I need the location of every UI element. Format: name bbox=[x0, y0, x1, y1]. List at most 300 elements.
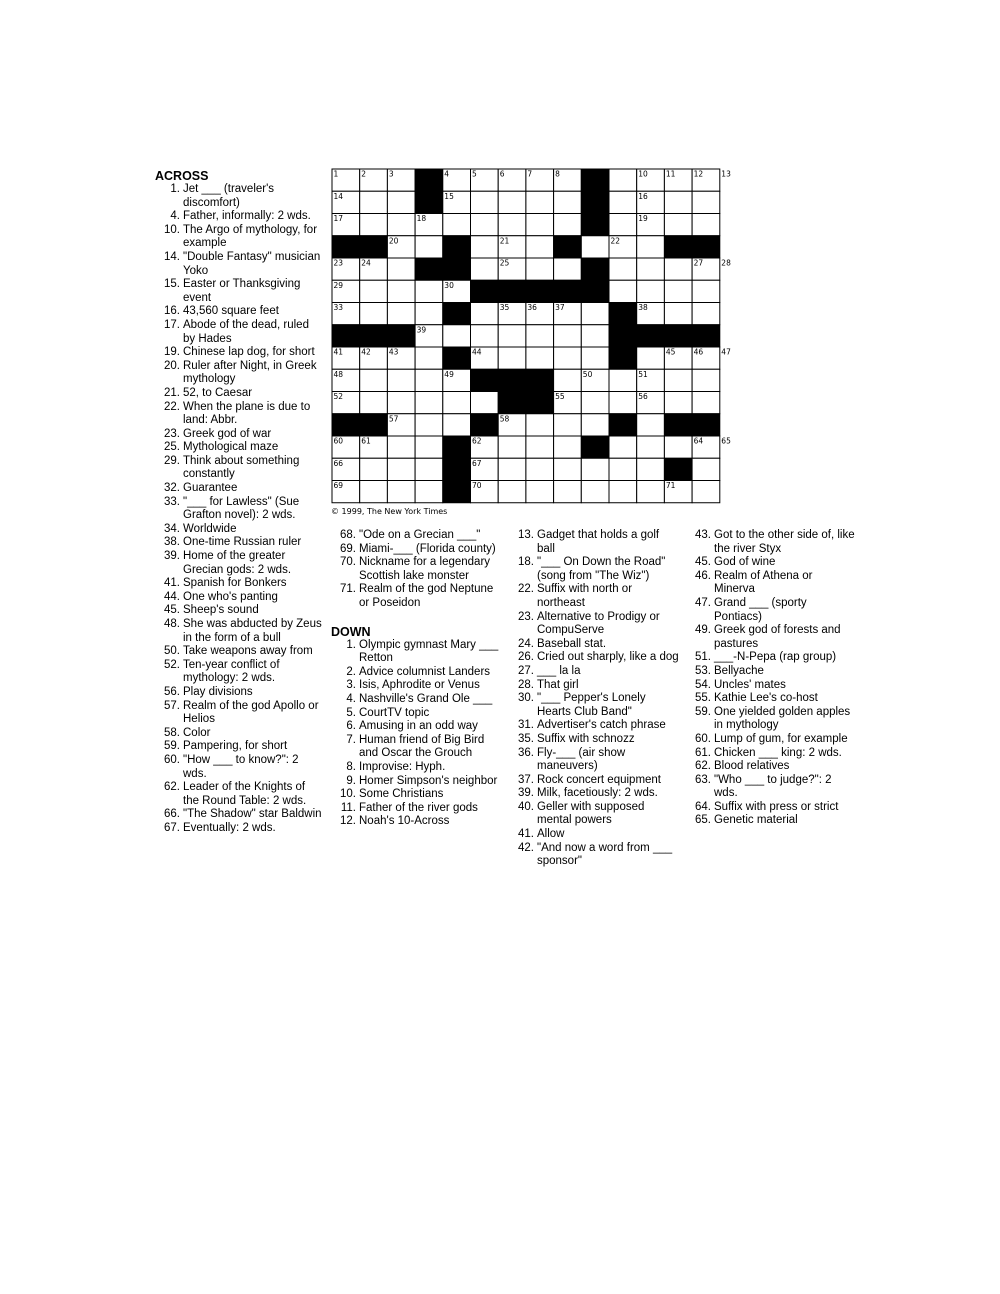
grid-cell[interactable] bbox=[360, 458, 388, 480]
clue-text: Advice columnist Landers bbox=[359, 665, 491, 678]
across-clue bbox=[155, 428, 323, 442]
grid-cell[interactable] bbox=[692, 369, 720, 391]
cell-number: 20 bbox=[388, 236, 399, 246]
cell-number: 66 bbox=[333, 458, 344, 468]
down-clue bbox=[331, 693, 501, 707]
grid-cell[interactable] bbox=[471, 214, 499, 236]
cell-number: 55 bbox=[555, 392, 565, 401]
cell-number: 52 bbox=[333, 392, 344, 401]
grid-block bbox=[443, 258, 471, 280]
down-clue bbox=[686, 570, 856, 597]
cell-number: 34 bbox=[444, 303, 454, 312]
grid-cell[interactable] bbox=[692, 191, 720, 213]
clue-text: Color bbox=[183, 726, 211, 739]
grid-cell[interactable] bbox=[443, 325, 471, 347]
grid-block bbox=[471, 414, 499, 436]
grid-block bbox=[526, 280, 554, 302]
grid-cell[interactable] bbox=[554, 325, 582, 347]
across-clue bbox=[155, 305, 323, 319]
cell-number: 40 bbox=[610, 325, 621, 335]
grid-cell[interactable] bbox=[554, 458, 582, 480]
cell-number: 6 bbox=[499, 169, 505, 179]
clue-text: Realm of Athena or Minerva bbox=[714, 569, 813, 596]
grid-cell[interactable] bbox=[664, 436, 692, 458]
clue-text: Homer Simpson's neighbor bbox=[359, 774, 498, 787]
across-clue bbox=[331, 556, 501, 583]
clue-text: God of wine bbox=[714, 556, 776, 569]
grid-cell[interactable] bbox=[415, 303, 443, 325]
grid-cell[interactable] bbox=[692, 392, 720, 414]
down-clue bbox=[509, 747, 679, 774]
down-clue bbox=[686, 760, 856, 774]
clue-number: 20. bbox=[164, 359, 180, 372]
clue-text: Ten-year conflict of mythology: 2 wds. bbox=[183, 658, 280, 685]
clue-number: 21. bbox=[164, 386, 180, 399]
clue-number: 39. bbox=[518, 787, 534, 800]
clue-text: "The Shadow" star Baldwin bbox=[183, 808, 322, 821]
grid-cell[interactable] bbox=[664, 191, 692, 213]
grid-cell[interactable] bbox=[609, 214, 637, 236]
grid-block bbox=[471, 369, 499, 391]
down-clue bbox=[509, 842, 679, 869]
grid-block bbox=[609, 303, 637, 325]
cell-number: 41 bbox=[333, 347, 344, 357]
cell-number: 70 bbox=[472, 481, 482, 490]
clue-number: 5. bbox=[346, 706, 356, 719]
clue-number: 6. bbox=[346, 720, 356, 733]
clue-text: 52, to Caesar bbox=[183, 386, 253, 399]
clue-number: 47. bbox=[695, 596, 711, 609]
grid-cell[interactable] bbox=[387, 458, 415, 480]
across-clue bbox=[155, 346, 323, 360]
grid-block bbox=[360, 414, 388, 436]
grid-block bbox=[664, 325, 692, 347]
grid-cell[interactable] bbox=[637, 458, 665, 480]
grid-cell[interactable] bbox=[498, 214, 526, 236]
clue-number: 53. bbox=[695, 664, 711, 677]
grid-cell[interactable] bbox=[637, 236, 665, 258]
clue-text: Kathie Lee's co-host bbox=[714, 692, 818, 705]
clue-number: 71. bbox=[340, 583, 356, 596]
grid-cell[interactable] bbox=[387, 303, 415, 325]
clue-number: 43. bbox=[695, 529, 711, 541]
down-clue bbox=[331, 639, 501, 666]
down-clue bbox=[509, 787, 679, 801]
clue-text: Amusing in an odd way bbox=[359, 720, 478, 733]
cell-number: 11 bbox=[665, 169, 676, 179]
grid-cell[interactable] bbox=[609, 169, 637, 191]
grid-cell[interactable] bbox=[554, 347, 582, 369]
grid-cell[interactable] bbox=[415, 369, 443, 391]
grid-cell[interactable] bbox=[609, 191, 637, 213]
cell-number: 59 bbox=[610, 414, 621, 424]
grid-cell[interactable] bbox=[471, 258, 499, 280]
grid-cell[interactable] bbox=[415, 458, 443, 480]
clue-number: 54. bbox=[695, 678, 711, 691]
grid-cell[interactable] bbox=[360, 191, 388, 213]
cell-number: 42 bbox=[361, 347, 371, 357]
grid-block bbox=[554, 236, 582, 258]
down-clue bbox=[509, 638, 679, 652]
grid-block bbox=[332, 236, 360, 258]
grid-block bbox=[332, 414, 360, 436]
grid-cell[interactable] bbox=[526, 436, 554, 458]
cell-number: 12 bbox=[693, 169, 704, 179]
cell-number: 49 bbox=[444, 369, 454, 379]
clue-number: 22. bbox=[518, 583, 534, 596]
down-clue bbox=[331, 666, 501, 680]
grid-cell[interactable] bbox=[471, 325, 499, 347]
grid-cell[interactable] bbox=[471, 392, 499, 414]
grid-cell[interactable] bbox=[471, 191, 499, 213]
down-clue bbox=[331, 734, 501, 761]
down-clue bbox=[331, 761, 501, 775]
grid-cell[interactable] bbox=[609, 436, 637, 458]
grid-cell[interactable] bbox=[387, 392, 415, 414]
cell-number: 53 bbox=[499, 392, 510, 401]
clue-text: Grand ___ (sporty Pontiacs) bbox=[714, 596, 807, 623]
clue-number: 1. bbox=[170, 183, 180, 195]
clue-text: Uncles' mates bbox=[714, 678, 786, 691]
clue-text: "___ On Down the Road" (song from "The Wiz") bbox=[537, 556, 666, 582]
grid-cell[interactable] bbox=[664, 369, 692, 391]
grid-cell[interactable] bbox=[692, 303, 720, 325]
grid-cell[interactable] bbox=[387, 280, 415, 302]
clue-text: "Ode on a Grecian ___" bbox=[359, 529, 481, 541]
clue-text: Jet ___ (traveler's discomfort) bbox=[183, 183, 275, 209]
grid-cell[interactable] bbox=[692, 481, 720, 503]
grid-cell[interactable] bbox=[637, 280, 665, 302]
grid-block bbox=[637, 325, 665, 347]
grid-cell[interactable] bbox=[415, 481, 443, 503]
clue-number: 48. bbox=[164, 618, 180, 630]
grid-cell[interactable] bbox=[526, 458, 554, 480]
grid-cell[interactable] bbox=[498, 481, 526, 503]
clue-number: 41. bbox=[164, 577, 180, 590]
clue-number: 64. bbox=[695, 800, 711, 813]
grid-cell[interactable] bbox=[526, 236, 554, 258]
grid-cell[interactable] bbox=[526, 191, 554, 213]
cell-number: 30 bbox=[444, 280, 454, 290]
clue-text: That girl bbox=[537, 678, 579, 691]
cell-number: 33 bbox=[333, 303, 344, 312]
clue-number: 60. bbox=[695, 732, 711, 745]
grid-cell[interactable] bbox=[581, 236, 609, 258]
grid-cell[interactable] bbox=[443, 214, 471, 236]
grid-cell[interactable] bbox=[360, 214, 388, 236]
clue-number: 57. bbox=[164, 699, 180, 712]
grid-cell[interactable] bbox=[443, 392, 471, 414]
clue-number: 32. bbox=[164, 482, 180, 495]
clue-number: 67. bbox=[164, 821, 180, 834]
grid-cell[interactable] bbox=[498, 325, 526, 347]
clue-text: Nashville's Grand Ole ___ bbox=[359, 692, 493, 705]
clue-text: Greek god of forests and pastures bbox=[714, 624, 841, 650]
clue-text: Chinese lap dog, for short bbox=[183, 346, 315, 359]
clue-text: Advertiser's catch phrase bbox=[537, 719, 666, 732]
clue-number: 15. bbox=[164, 278, 180, 291]
clue-text: Blood relatives bbox=[714, 760, 790, 773]
grid-block bbox=[554, 280, 582, 302]
clue-text: CourtTV topic bbox=[359, 706, 430, 719]
cell-number: 38 bbox=[638, 303, 648, 312]
across-clue bbox=[155, 482, 323, 496]
grid-cell[interactable] bbox=[581, 325, 609, 347]
grid-cell[interactable] bbox=[360, 481, 388, 503]
across-clue bbox=[155, 523, 323, 537]
down-clue bbox=[686, 651, 856, 665]
grid-cell[interactable] bbox=[415, 280, 443, 302]
down-clue bbox=[509, 801, 679, 828]
clue-text: Mythological maze bbox=[183, 441, 279, 454]
cell-number: 36 bbox=[527, 303, 537, 312]
clue-number: 70. bbox=[340, 556, 356, 569]
across-clue bbox=[331, 529, 501, 543]
grid-cell[interactable] bbox=[581, 303, 609, 325]
grid-cell[interactable] bbox=[637, 481, 665, 503]
cell-number: 65 bbox=[721, 436, 731, 446]
clue-number: 12. bbox=[340, 815, 356, 828]
crossword-grid[interactable] bbox=[331, 168, 749, 504]
cell-number: 47 bbox=[721, 347, 731, 357]
grid-cell[interactable] bbox=[637, 347, 665, 369]
grid-block bbox=[609, 347, 637, 369]
clue-text: Bellyache bbox=[714, 664, 764, 677]
cell-number: 67 bbox=[472, 458, 482, 468]
grid-cell[interactable] bbox=[360, 369, 388, 391]
grid-cell[interactable] bbox=[387, 214, 415, 236]
grid-cell[interactable] bbox=[637, 414, 665, 436]
cell-number: 57 bbox=[388, 414, 399, 424]
clue-text: Human friend of Big Bird and Oscar the Grouch bbox=[359, 733, 485, 760]
grid-cell[interactable] bbox=[387, 436, 415, 458]
clue-text: Lump of gum, for example bbox=[714, 732, 848, 745]
clue-text: Ruler after Night, in Greek mythology bbox=[183, 359, 317, 386]
down-clue bbox=[686, 801, 856, 815]
grid-cell[interactable] bbox=[637, 436, 665, 458]
grid-cell[interactable] bbox=[498, 458, 526, 480]
clue-number: 9. bbox=[346, 774, 356, 787]
clue-text: One yielded golden apples in mythology bbox=[714, 705, 851, 732]
clue-number: 38. bbox=[164, 536, 180, 549]
grid-block bbox=[581, 214, 609, 236]
cell-number: 24 bbox=[361, 258, 371, 268]
clue-text: Got to the other side of, like the river Styx bbox=[714, 529, 855, 555]
cell-number: 14 bbox=[333, 191, 344, 201]
grid-cell[interactable] bbox=[554, 191, 582, 213]
cell-number: 45 bbox=[665, 347, 676, 357]
grid-cell[interactable] bbox=[664, 214, 692, 236]
grid-cell[interactable] bbox=[498, 436, 526, 458]
down-clue bbox=[686, 597, 856, 624]
grid-block bbox=[443, 236, 471, 258]
grid-block bbox=[443, 481, 471, 503]
down-clue-list-end bbox=[686, 529, 856, 828]
cell-number: 64 bbox=[693, 436, 704, 446]
clue-text: Realm of the god Neptune or Poseidon bbox=[359, 583, 494, 609]
grid-cell[interactable] bbox=[664, 258, 692, 280]
across-clue bbox=[155, 278, 323, 305]
down-clue bbox=[509, 692, 679, 719]
clue-text: Worldwide bbox=[183, 522, 237, 535]
down-heading: DOWN bbox=[331, 624, 371, 639]
grid-cell[interactable] bbox=[581, 347, 609, 369]
grid-cell[interactable] bbox=[609, 392, 637, 414]
grid-cell[interactable] bbox=[554, 214, 582, 236]
grid-cell[interactable] bbox=[387, 258, 415, 280]
clue-number: 39. bbox=[164, 550, 180, 563]
cell-number: 29 bbox=[333, 280, 344, 290]
clue-number: 60. bbox=[164, 753, 180, 766]
grid-cell[interactable] bbox=[526, 481, 554, 503]
grid-cell[interactable] bbox=[609, 258, 637, 280]
across-clue bbox=[155, 251, 323, 278]
grid-cell[interactable] bbox=[498, 191, 526, 213]
across-clues-column-1 bbox=[155, 169, 323, 836]
grid-cell[interactable] bbox=[526, 258, 554, 280]
grid-cell[interactable] bbox=[526, 325, 554, 347]
clue-number: 65. bbox=[695, 814, 711, 827]
grid-cell[interactable] bbox=[692, 458, 720, 480]
grid-cell[interactable] bbox=[609, 458, 637, 480]
grid-cell[interactable] bbox=[360, 303, 388, 325]
grid-cell[interactable] bbox=[387, 191, 415, 213]
across-clue-list-continued bbox=[331, 529, 501, 611]
grid-cell[interactable] bbox=[554, 436, 582, 458]
grid-cell[interactable] bbox=[360, 280, 388, 302]
cell-number: 23 bbox=[333, 258, 344, 268]
grid-cell[interactable] bbox=[415, 414, 443, 436]
grid-cell[interactable] bbox=[692, 280, 720, 302]
down-clue bbox=[509, 556, 679, 583]
clue-number: 27. bbox=[518, 664, 534, 677]
down-clue bbox=[686, 529, 856, 556]
clue-text: Father of the river gods bbox=[359, 801, 478, 814]
grid-cell[interactable] bbox=[581, 392, 609, 414]
grid-cell[interactable] bbox=[471, 303, 499, 325]
clue-number: 45. bbox=[164, 604, 180, 617]
clue-number: 44. bbox=[164, 590, 180, 603]
grid-block bbox=[360, 236, 388, 258]
down-clues-column-4 bbox=[686, 529, 856, 828]
clue-text: Chicken ___ king: 2 wds. bbox=[714, 746, 842, 759]
grid-cell[interactable] bbox=[498, 347, 526, 369]
grid-cell[interactable] bbox=[581, 481, 609, 503]
grid-cell[interactable] bbox=[554, 414, 582, 436]
grid-cell[interactable] bbox=[664, 303, 692, 325]
across-clue-list bbox=[155, 183, 323, 836]
across-clue bbox=[155, 686, 323, 700]
grid-block bbox=[581, 191, 609, 213]
grid-cell[interactable] bbox=[554, 481, 582, 503]
grid-cell[interactable] bbox=[415, 436, 443, 458]
across-clue bbox=[155, 319, 323, 346]
down-clue bbox=[509, 583, 679, 610]
grid-block bbox=[692, 414, 720, 436]
grid-cell[interactable] bbox=[526, 347, 554, 369]
grid-cell[interactable] bbox=[609, 280, 637, 302]
clue-number: 35. bbox=[518, 732, 534, 745]
grid-cell[interactable] bbox=[443, 414, 471, 436]
grid-cell[interactable] bbox=[360, 392, 388, 414]
cell-number: 8 bbox=[555, 169, 560, 179]
grid-cell[interactable] bbox=[526, 214, 554, 236]
clue-text: ___-N-Pepa (rap group) bbox=[714, 651, 837, 664]
clue-number: 11. bbox=[340, 801, 356, 814]
grid-cell[interactable] bbox=[637, 258, 665, 280]
across-clue bbox=[155, 387, 323, 401]
grid-cell[interactable] bbox=[387, 369, 415, 391]
grid-cell[interactable] bbox=[415, 392, 443, 414]
clue-number: 18. bbox=[518, 556, 534, 569]
grid-cell[interactable] bbox=[415, 236, 443, 258]
down-clue bbox=[509, 651, 679, 665]
down-clue bbox=[509, 828, 679, 842]
clue-number: 45. bbox=[695, 556, 711, 569]
grid-cell[interactable] bbox=[609, 481, 637, 503]
cell-number: 3 bbox=[388, 169, 394, 179]
down-clue-list-continued bbox=[509, 529, 679, 869]
clue-text: When the plane is due to land: Abbr. bbox=[183, 400, 311, 427]
down-clue bbox=[509, 679, 679, 693]
clue-number: 61. bbox=[695, 746, 711, 759]
down-clues-column-3 bbox=[509, 529, 679, 869]
grid-cell[interactable] bbox=[415, 347, 443, 369]
down-clue bbox=[331, 802, 501, 816]
grid-cell[interactable] bbox=[664, 280, 692, 302]
down-clue bbox=[686, 814, 856, 828]
down-clue bbox=[509, 733, 679, 747]
grid-block bbox=[692, 325, 720, 347]
across-heading: ACROSS bbox=[155, 169, 209, 183]
grid-cell[interactable] bbox=[554, 369, 582, 391]
clue-number: 25. bbox=[164, 441, 180, 454]
grid-cell[interactable] bbox=[387, 481, 415, 503]
grid-cell[interactable] bbox=[609, 369, 637, 391]
grid-block bbox=[360, 325, 388, 347]
cell-number: 9 bbox=[582, 169, 588, 179]
grid-cell[interactable] bbox=[581, 414, 609, 436]
clue-number: 41. bbox=[518, 828, 534, 841]
clue-text: One who's panting bbox=[183, 590, 278, 603]
across-clue bbox=[155, 740, 323, 754]
grid-cell[interactable] bbox=[526, 414, 554, 436]
clue-text: Baseball stat. bbox=[537, 637, 607, 650]
cell-number: 26 bbox=[582, 258, 593, 268]
cell-number: 4 bbox=[444, 169, 450, 179]
clue-text: Alternative to Prodigy or CompuServe bbox=[537, 610, 660, 637]
cell-number: 62 bbox=[472, 436, 482, 446]
grid-cell[interactable] bbox=[554, 258, 582, 280]
grid-block bbox=[526, 369, 554, 391]
across-clue bbox=[155, 822, 323, 836]
clue-number: 19. bbox=[164, 346, 180, 359]
grid-cell[interactable] bbox=[692, 214, 720, 236]
grid-cell[interactable] bbox=[581, 458, 609, 480]
cell-number: 15 bbox=[444, 191, 454, 201]
down-clue bbox=[686, 692, 856, 706]
clue-text: Some Christians bbox=[359, 788, 444, 801]
clue-text: Father, informally: 2 wds. bbox=[183, 210, 311, 223]
grid-cell[interactable] bbox=[471, 236, 499, 258]
clue-number: 31. bbox=[518, 719, 534, 732]
grid-block bbox=[443, 347, 471, 369]
clue-number: 59. bbox=[164, 740, 180, 753]
clue-number: 40. bbox=[518, 800, 534, 813]
grid-cell[interactable] bbox=[664, 392, 692, 414]
cell-number: 27 bbox=[693, 258, 704, 268]
clue-number: 51. bbox=[695, 651, 711, 664]
